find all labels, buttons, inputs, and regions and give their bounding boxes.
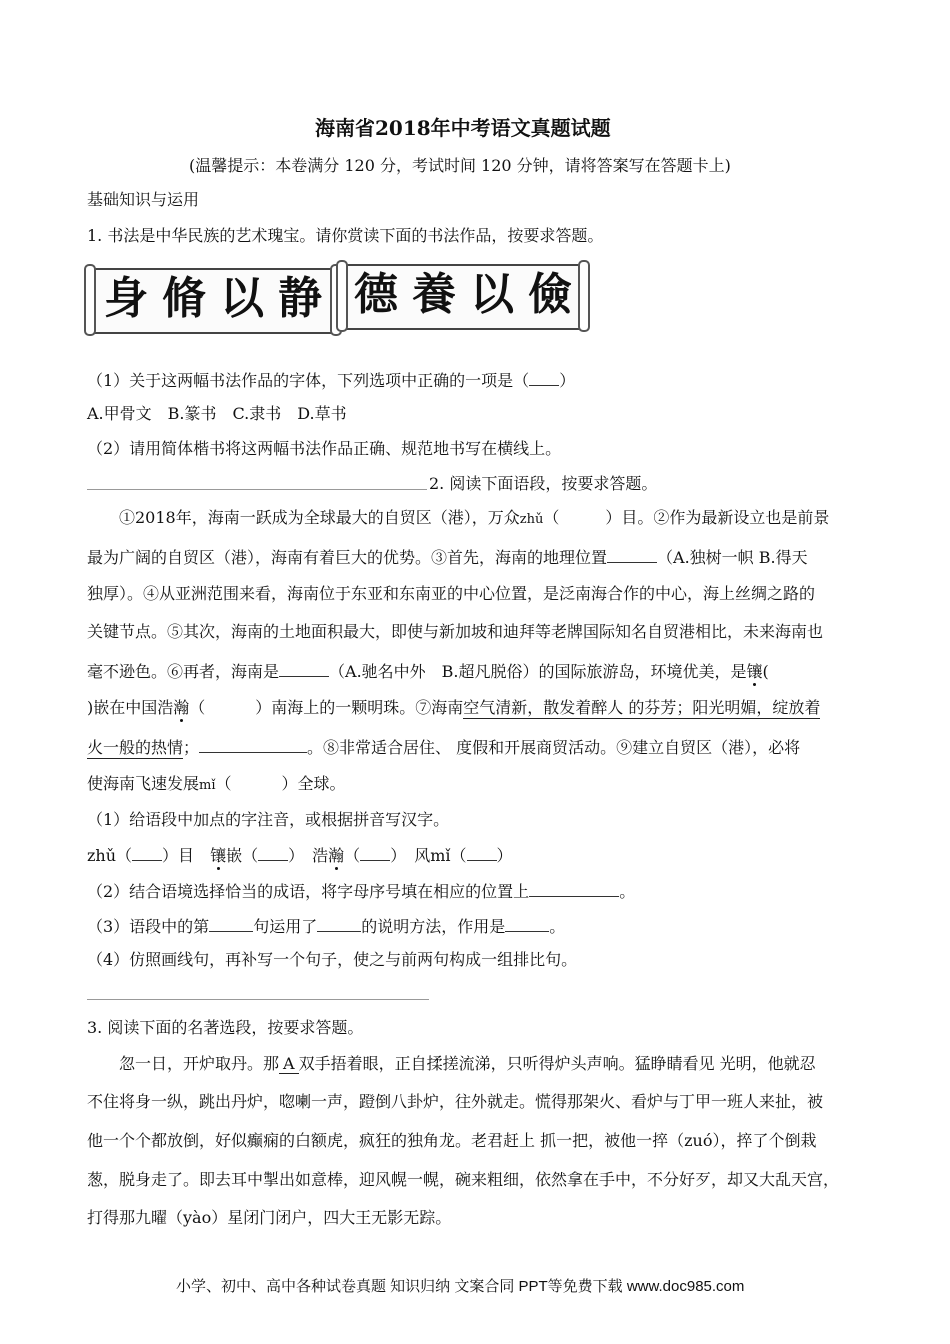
q2-sub3-blank-1[interactable] xyxy=(209,915,253,932)
q3-stem: 3. 阅读下面的名著选段，按要求答题。 xyxy=(87,1018,364,1037)
q2-p8a: 使海南飞速发展 xyxy=(87,774,200,793)
q1-options: A.甲骨文 B.篆书 C.隶书 D.草书 xyxy=(87,404,347,423)
q2-dotted-xiang: 镶 xyxy=(746,662,763,681)
q2-para-line-3: 独厚）。④从亚洲范围来看，海南位于东亚和东南亚的中心位置，是泛南海合作的中心，海上丝绸之路的 xyxy=(87,584,816,603)
q2-sub3-blank-2[interactable] xyxy=(317,915,361,932)
q2-ans-han[interactable] xyxy=(360,844,390,861)
scroll-left-rod-l xyxy=(84,264,96,336)
q2-para-line-7 xyxy=(87,736,800,758)
q2-sub1: （1）给语段中加点的字注音，或根据拼音写汉字。 xyxy=(87,810,450,829)
q2-blank-idiom-b[interactable] xyxy=(279,660,329,677)
q2-sub4: （4）仿照画线句，再补写一个句子，使之与前两句构成一组排比句。 xyxy=(87,950,578,969)
q2-blank-sentence[interactable] xyxy=(199,736,307,753)
q2-pinyin-mi: mǐ xyxy=(199,778,216,793)
q2-pinyin-zhu: zhǔ xyxy=(519,512,544,527)
q2-sub3a: （3）语段中的第 xyxy=(87,917,210,936)
q2-sub3-blank-3[interactable] xyxy=(505,915,549,932)
q2-sub3b: 句运用了 xyxy=(253,917,318,936)
q2-underlined-sentence-1: 空气清新，散发着醉人 的芬芳；阳光明媚，绽放着 xyxy=(463,698,821,717)
q2-stem: 2. 阅读下面语段，按要求答题。 xyxy=(429,474,658,493)
q2-para-line-2 xyxy=(87,546,808,568)
q1-sub1-blank[interactable] xyxy=(529,369,559,386)
q2-ans-han-char: 瀚 xyxy=(328,846,345,865)
q2-p1a: ①2018年，海南一跃成为全球最大的自贸区（港），万众 xyxy=(119,508,520,527)
q3-blank-a[interactable]: A xyxy=(279,1054,299,1074)
answer-line-2[interactable] xyxy=(87,999,429,1000)
q2-ans-xiang-end: ） xyxy=(288,846,297,865)
q2-ans-zhu-end: ）目 xyxy=(162,846,195,865)
q1-sub1-end: ） xyxy=(559,371,576,390)
answer-line-1[interactable] xyxy=(87,489,427,490)
page-title: 海南省2018年中考语文真题试题 xyxy=(315,116,611,140)
q3-para-line-3: 他一个个都放倒，好似癫痫的白额虎，疯狂的独角龙。老君赶上 抓一把，被他一捽（zuó），捽了个倒栽 xyxy=(87,1131,817,1150)
q2-dotted-han: 瀚 xyxy=(173,698,190,717)
q2-sub3 xyxy=(87,915,565,937)
q2-sub2-end: 。 xyxy=(619,882,636,901)
q1-sub1 xyxy=(87,369,575,391)
q2-p2-opt: （A.独树一帜 B.得天 xyxy=(657,548,808,567)
q3-p1a: 忽一日，开炉取丹。那 xyxy=(119,1054,280,1073)
q2-sub3c: 的说明方法，作用是 xyxy=(361,917,506,936)
q2-p5: 毫不逊色。⑥再者，海南是 xyxy=(87,662,280,681)
q2-ans-han-end: ） 风 xyxy=(390,846,431,865)
q3-para-line-2: 不住将身一纵，跳出丹炉，唿喇一声，蹬倒八卦炉，往外就走。慌得那架火、看炉与丁甲一班人来扯，被 xyxy=(87,1092,824,1111)
q2-para-line-1: ①2018年，海南一跃成为全球最大的自贸区（港），万众zhǔ（ ）目。②作为最新设立也是前景 xyxy=(119,508,830,527)
q2-ans-han-label: 浩 xyxy=(312,846,329,865)
q2-ans-mi-label: mǐ（ xyxy=(430,846,467,865)
q2-p8b: ）全球。 xyxy=(281,774,346,793)
q2-sub1-answers xyxy=(87,844,513,866)
q2-ans-xiang-char: 镶 xyxy=(210,846,227,865)
q2-p6a: )嵌在中国浩 xyxy=(87,698,174,717)
q3-para-line-1 xyxy=(119,1054,816,1074)
q2-ans-xiang-label: 嵌（ xyxy=(226,846,259,865)
q2-sub2-blank[interactable] xyxy=(529,880,619,897)
footer-text: 小学、初中、高中各种试卷真题 知识归纳 文案合同 PPT等免费下载 www.doc985.com xyxy=(176,1278,745,1295)
q2-ans-mi-end: ） xyxy=(496,846,513,865)
scroll-right-rod-l xyxy=(336,260,348,332)
q2-para-line-6: )嵌在中国浩瀚（ ）南海上的一颗明珠。⑦海南空气清新，散发着醉人 的芬芳；阳光明媚，绽放着 xyxy=(87,698,821,717)
q2-p7c: 。⑧非常适合居住、 度假和开展商贸活动。⑨建立自贸区（港），必将 xyxy=(307,738,801,757)
q2-p5-opt: （A.驰名中外 B.超凡脱俗）的国际旅游岛，环境优美，是 xyxy=(329,662,747,681)
q2-ans-zhu-label: zhǔ（ xyxy=(87,846,133,865)
q2-sub3d: 。 xyxy=(549,917,566,936)
q3-para-line-4: 葱，脱身走了。即去耳中掣出如意棒，迎风幌一幌，碗来粗细，依然拿在手中，不分好歹，却又大乱天宫， xyxy=(87,1170,840,1189)
q1-sub1-text: （1）关于这两幅书法作品的字体，下列选项中正确的一项是（ xyxy=(87,371,530,390)
q2-ans-xiang[interactable] xyxy=(258,844,288,861)
q2-underlined-sentence-2: 火一般的热情 xyxy=(87,738,184,757)
scroll-left-text: 身脩以静 xyxy=(104,273,336,324)
q2-p1b: ）目。②作为最新设立也是前景 xyxy=(605,508,830,527)
section-heading: 基础知识与运用 xyxy=(87,190,200,209)
q2-p2: 最为广阔的自贸区（港），海南有着巨大的优势。③首先，海南的地理位置 xyxy=(87,548,608,567)
q2-p7b: ； xyxy=(183,738,200,757)
q2-ans-han-open: （ xyxy=(344,846,361,865)
q2-para-line-5: 毫不逊色。⑥再者，海南是 （A.驰名中外 B.超凡脱俗）的国际旅游岛，环境优美，是镶( xyxy=(87,662,769,681)
q2-p6b: ）南海上的一颗明珠。⑦海南 xyxy=(255,698,464,717)
q2-ans-mi[interactable] xyxy=(467,844,497,861)
q1-sub2: （2）请用简体楷书将这两幅书法作品正确、规范地书写在横线上。 xyxy=(87,439,562,458)
exam-tip: (温馨提示：本卷满分 120 分，考试时间 120 分钟，请将答案写在答题卡上) xyxy=(189,156,731,175)
q1-stem: 1. 书法是中华民族的艺术瑰宝。请你赏读下面的书法作品，按要求答题。 xyxy=(87,226,604,245)
q3-p1b: 双手捂着眼，正自揉搓流涕，只听得炉头声响。猛睁睛看见 光明，他就忍 xyxy=(298,1054,816,1073)
q2-para-line-8: 使海南飞速发展mǐ（ ）全球。 xyxy=(87,774,346,793)
q2-para-line-4: 关键节点。⑤其次，海南的土地面积最大，即使与新加坡和迪拜等老牌国际知名自贸港相比，未来海南也 xyxy=(87,622,824,641)
q2-sub2-text: （2）结合语境选择恰当的成语，将字母序号填在相应的位置上 xyxy=(87,882,530,901)
q2-sub2 xyxy=(87,880,635,902)
scroll-right-text: 德養以儉 xyxy=(354,269,586,320)
q2-ans-zhu[interactable] xyxy=(132,844,162,861)
q3-para-line-5: 打得那九曜（yào）星闭门闭户，四大王无影无踪。 xyxy=(87,1208,452,1227)
q2-blank-idiom-a[interactable] xyxy=(607,546,657,563)
